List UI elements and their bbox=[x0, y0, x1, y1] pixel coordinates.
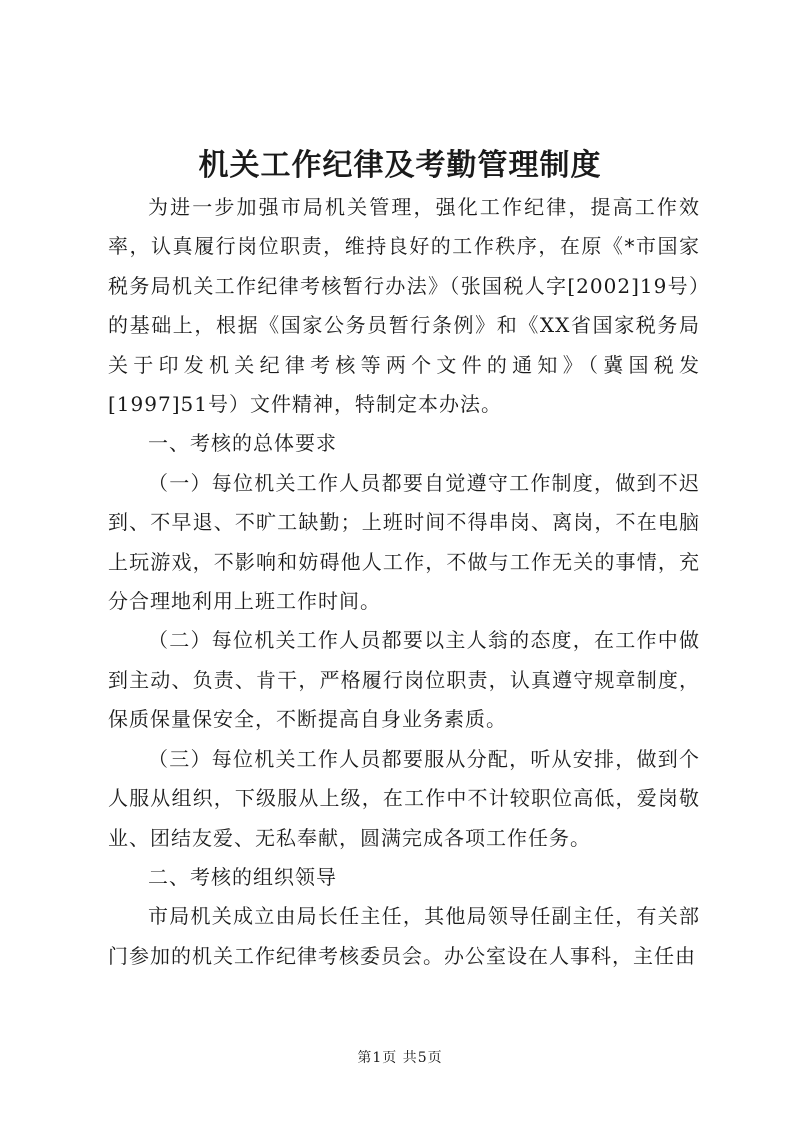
document-title: 机关工作纪律及考勤管理制度 bbox=[198, 148, 602, 183]
page-number-footer: 第1页 共5页 bbox=[357, 1050, 443, 1066]
clause-1: （一）每位机关工作人员都要自觉遵守工作制度，做到不迟到、不早退、不旷工缺勤；上班时间不得串岗、离岗，不在电脑上玩游戏，不影响和妨碍他人工作，不做与工作无关的事情，充分合理地利用上班工作时间。 bbox=[108, 470, 700, 614]
organization-paragraph: 市局机关成立由局长任主任，其他局领导任副主任，有关部门参加的机关工作纪律考核委员会。办公室设在人事科，主任由 bbox=[108, 904, 700, 968]
intro-paragraph: 为进一步加强市局机关管理，强化工作纪律，提高工作效率，认真履行岗位职责，维持良好的工作秩序，在原《*市国家税务局机关工作纪律考核暂行办法》（张国税人字[2002]19号）的基础上，根据《国家公务员暂行条例》和《XX省国家税务局关于印发机关纪律考核等两个文件的通知》（冀国税发[1997]51号）文件精神，特制定本办法。 bbox=[108, 195, 700, 417]
section-heading-1: 一、考核的总体要求 bbox=[148, 431, 337, 456]
document-body bbox=[108, 188, 700, 976]
clause-3: （三）每位机关工作人员都要服从分配，听从安排，做到个人服从组织，下级服从上级，在工作中不计较职位高低，爱岗敬业、团结友爱、无私奉献，圆满完成各项工作任务。 bbox=[108, 746, 700, 850]
clause-2: （二）每位机关工作人员都要以主人翁的态度，在工作中做到主动、负责、肯干，严格履行岗位职责，认真遵守规章制度，保质保量保安全，不断提高自身业务素质。 bbox=[108, 628, 700, 732]
section-heading-2: 二、考核的组织领导 bbox=[148, 864, 337, 889]
